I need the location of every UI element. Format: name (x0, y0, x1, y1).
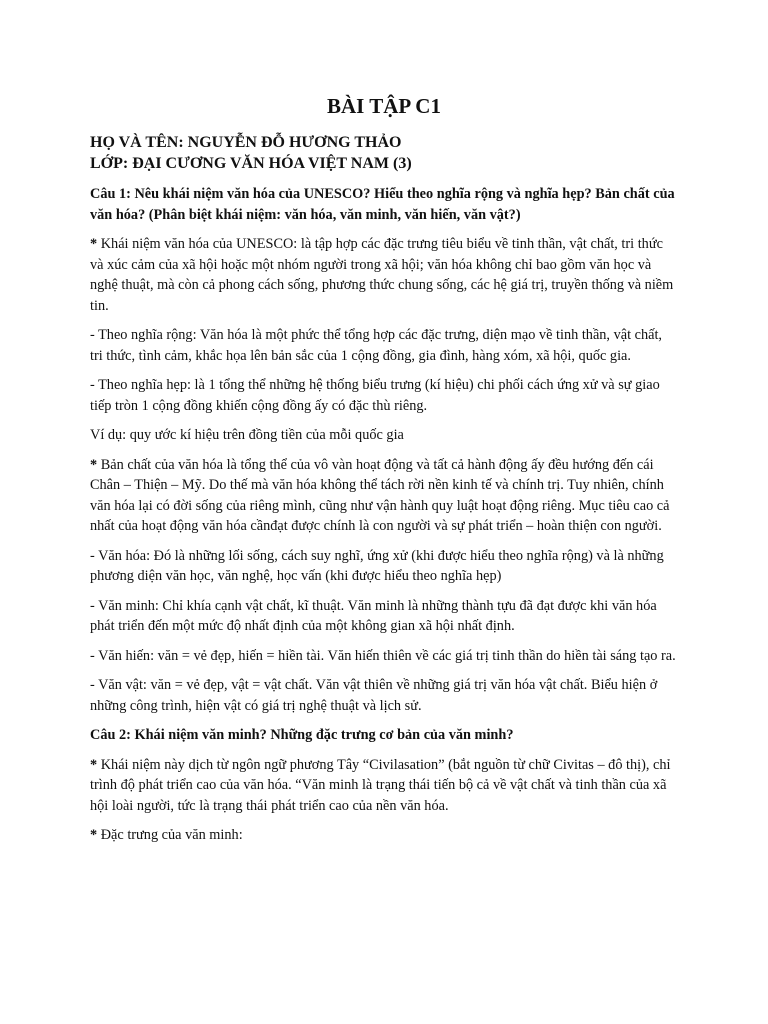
paragraph-van-vat: - Văn vật: văn = vẻ đẹp, vật = vật chất. Văn vật thiên về những giá trị văn hóa vật chất. Biểu hiện ở những công trình, hiện vật có giá trị nghệ thuật và lịch sử. (90, 677, 658, 714)
paragraph-civilization-traits (90, 825, 678, 846)
paragraph-example: Ví dụ: quy ước kí hiệu trên đồng tiền của mỗi quốc gia (90, 427, 404, 443)
paragraph-van-hoa: - Văn hóa: Đó là những lối sống, cách suy nghĩ, ứng xử (khi được hiểu theo nghĩa rộng) và là những phương diện văn học, văn nghệ, học vấn (khi được hiểu theo nghĩa hẹp) (90, 547, 664, 584)
paragraph-unesco-definition (90, 234, 678, 316)
paragraph-broad-meaning: - Theo nghĩa rộng: Văn hóa là một phức thể tổng hợp các đặc trưng, diện mạo về tinh thần, vật chất, tri thức, tình cảm, khắc họa lên bản sắc của 1 cộng đồng, gia đình, hàng xóm, xã hội, quốc gia. (90, 327, 663, 364)
bullet-marker: * (90, 456, 98, 473)
paragraph-van-hien: - Văn hiến: văn = vẻ đẹp, hiến = hiền tài. Văn hiến thiên về các giá trị tinh thần do hiền tài sáng tạo ra. (90, 647, 676, 664)
student-info (90, 132, 678, 174)
document-page (90, 92, 678, 855)
bullet-marker: * (90, 827, 98, 843)
student-name-line: HỌ VÀ TÊN: NGUYỄN ĐỖ HƯƠNG THẢO (90, 134, 402, 151)
paragraph-text: Khái niệm này dịch từ ngôn ngữ phương Tây “Civilasation” (bắt nguồn từ chữ Civitas – đô thị), chỉ trình độ phát triển cao của văn hóa. “Văn minh là trạng thái tiến bộ cả về vật chất và tinh thần của xã hội loài người, tức là trạng thái phát triển cao của nền văn hóa. (90, 756, 671, 814)
paragraph-narrow-meaning: - Theo nghĩa hẹp: là 1 tổng thể những hệ thống biểu trưng (kí hiệu) chi phối cách ứng xử và sự giao tiếp tròn 1 cộng đồng khiến cộng đồng ấy có đặc thù riêng. (90, 377, 660, 414)
document-title: BÀI TẬP C1 (327, 94, 441, 118)
student-class-line: LỚP: ĐẠI CƯƠNG VĂN HÓA VIỆT NAM (3) (90, 155, 412, 172)
bullet-marker: * (90, 236, 98, 252)
bullet-marker: * (90, 756, 98, 773)
paragraph-van-minh: - Văn minh: Chỉ khía cạnh vật chất, kĩ thuật. Văn minh là những thành tựu đã đạt được khi văn hóa phát triển đến một mức độ nhất định của một không gian xã hội nhất định. (90, 597, 657, 634)
question-2: Câu 2: Khái niệm văn minh? Những đặc trưng cơ bản của văn minh? (90, 727, 514, 743)
paragraph-text: Bản chất của văn hóa là tổng thể của vô vàn hoạt động và tất cả hành động ấy đều hướng đến cái Chân – Thiện – Mỹ. Do thế mà văn hóa không thể tách rời nền kinh tế và chính trị. Tuy nhiên, chính văn hóa lại có đời sống của riêng mình, cũng như vận hành quy luật hoạt động riêng. Mục tiêu cao cả nhất của hoạt động văn hóa cầnđạt được chính là con người và sự phát triển – hoàn thiện con người. (90, 456, 670, 534)
question-1: Câu 1: Nêu khái niệm văn hóa của UNESCO? Hiểu theo nghĩa rộng và nghĩa hẹp? Bản chất của văn hóa? (Phân biệt khái niệm: văn hóa, văn minh, văn hiến, văn vật?) (90, 186, 675, 223)
paragraph-text: Khái niệm văn hóa của UNESCO: là tập hợp các đặc trưng tiêu biểu về tinh thần, vật chất, tri thức và xúc cảm của xã hội hoặc một nhóm người trong xã hội; văn hóa không chỉ bao gồm văn học và nghệ thuật, mà còn cả phong cách sống, phương thức chung sống, các hệ giá trị, truyền thống và niềm tin. (90, 236, 674, 314)
paragraph-civilization-concept (90, 755, 678, 817)
paragraph-text: Đặc trưng của văn minh: (97, 827, 243, 843)
paragraph-culture-essence (90, 455, 678, 537)
